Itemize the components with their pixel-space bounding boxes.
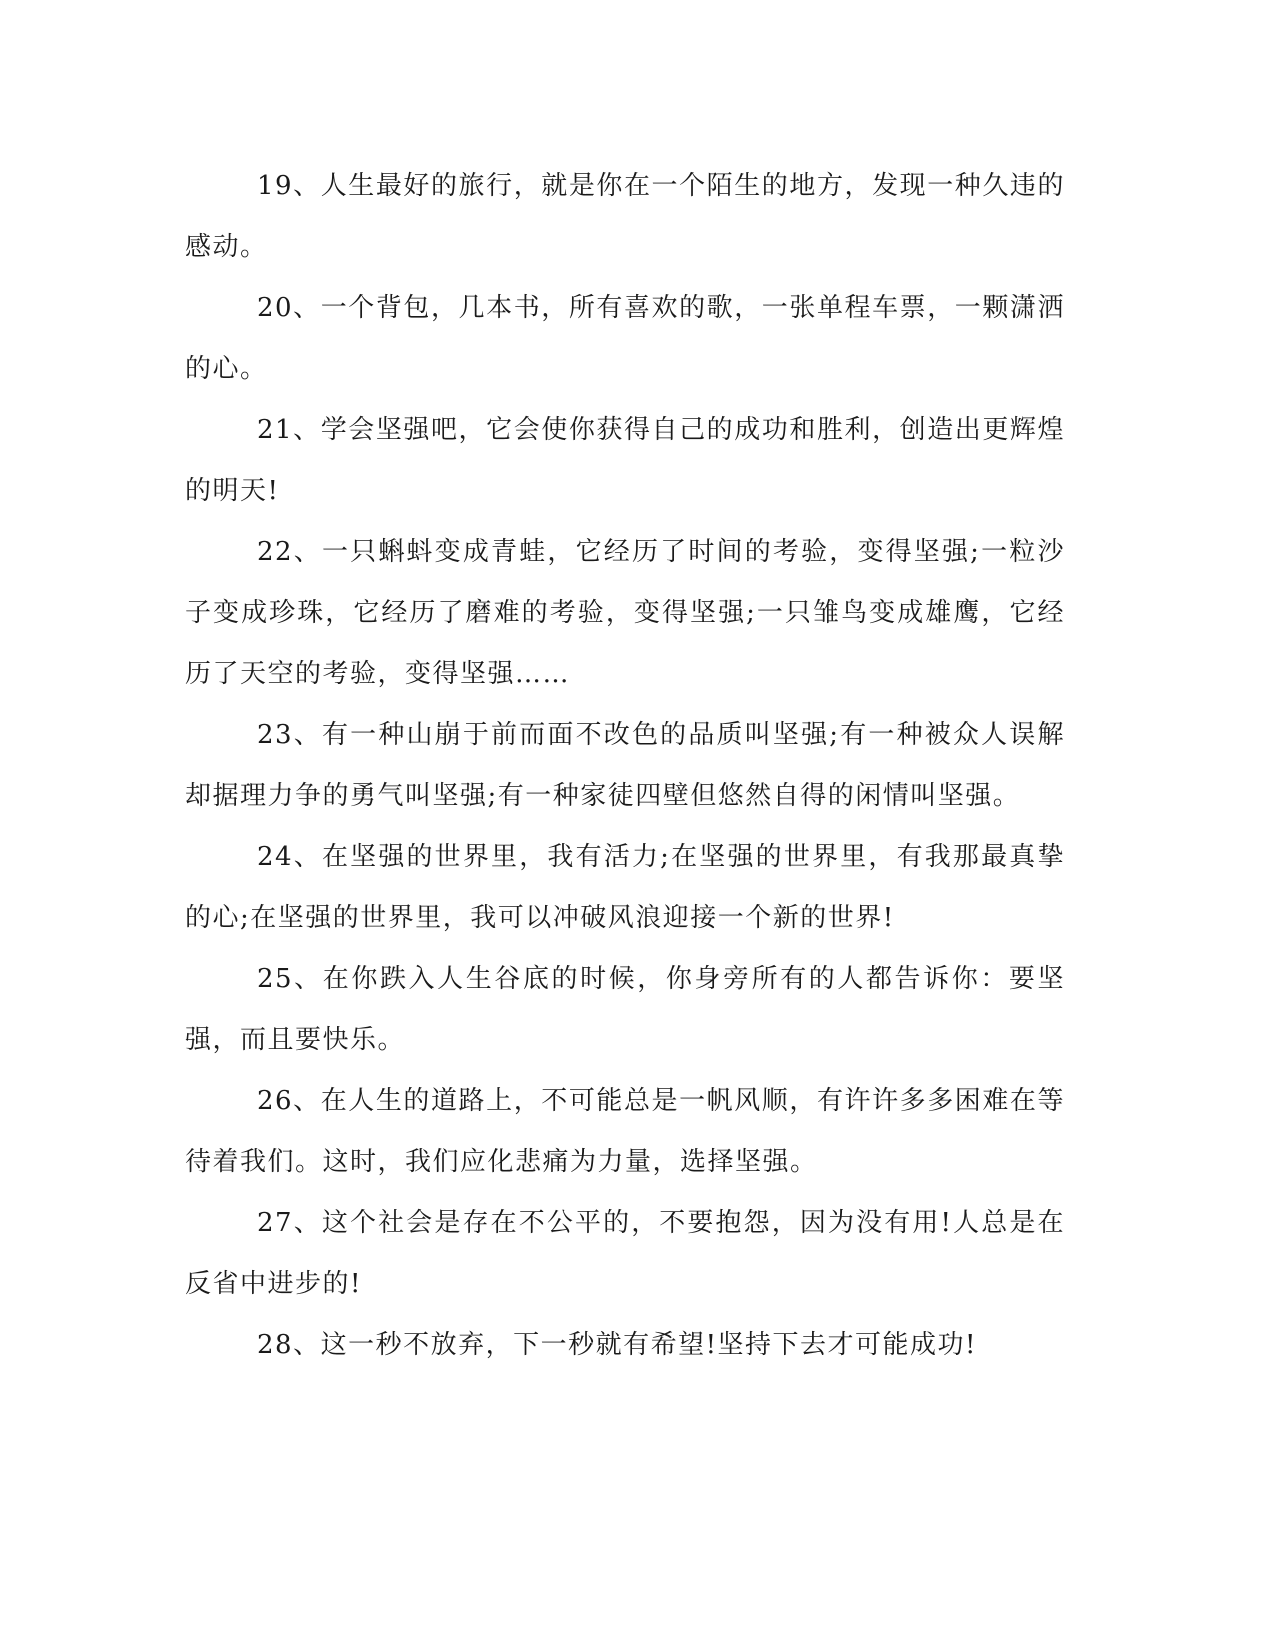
paragraph-23: 23、有一种山崩于前而面不改色的品质叫坚强;有一种被众人误解却据理力争的勇气叫坚强;有一种家徒四壁但悠然自得的闲情叫坚强。 [185,720,1065,811]
paragraph-26: 26、在人生的道路上，不可能总是一帆风顺，有许许多多困难在等待着我们。这时，我们应化悲痛为力量，选择坚强。 [185,1086,1065,1177]
paragraph-28: 28、这一秒不放弃，下一秒就有希望!坚持下去才可能成功! [257,1330,977,1360]
paragraph-21: 21、学会坚强吧，它会使你获得自己的成功和胜利，创造出更辉煌的明天! [185,415,1065,506]
paragraph-25: 25、在你跌入人生谷底的时候，你身旁所有的人都告诉你：要坚强，而且要快乐。 [185,964,1065,1055]
paragraph-24: 24、在坚强的世界里，我有活力;在坚强的世界里，有我那最真挚的心;在坚强的世界里，我可以冲破风浪迎接一个新的世界! [185,842,1065,933]
document-body [185,156,1065,1376]
paragraph-20: 20、一个背包，几本书，所有喜欢的歌，一张单程车票，一颗潇洒的心。 [185,293,1065,384]
paragraph-27: 27、这个社会是存在不公平的，不要抱怨，因为没有用!人总是在反省中进步的! [185,1208,1065,1299]
paragraph-19: 19、人生最好的旅行，就是你在一个陌生的地方，发现一种久违的感动。 [185,171,1065,262]
paragraph-22: 22、一只蝌蚪变成青蛙，它经历了时间的考验，变得坚强;一粒沙子变成珍珠，它经历了磨难的考验，变得坚强;一只雏鸟变成雄鹰，它经历了天空的考验，变得坚强…… [185,537,1065,689]
